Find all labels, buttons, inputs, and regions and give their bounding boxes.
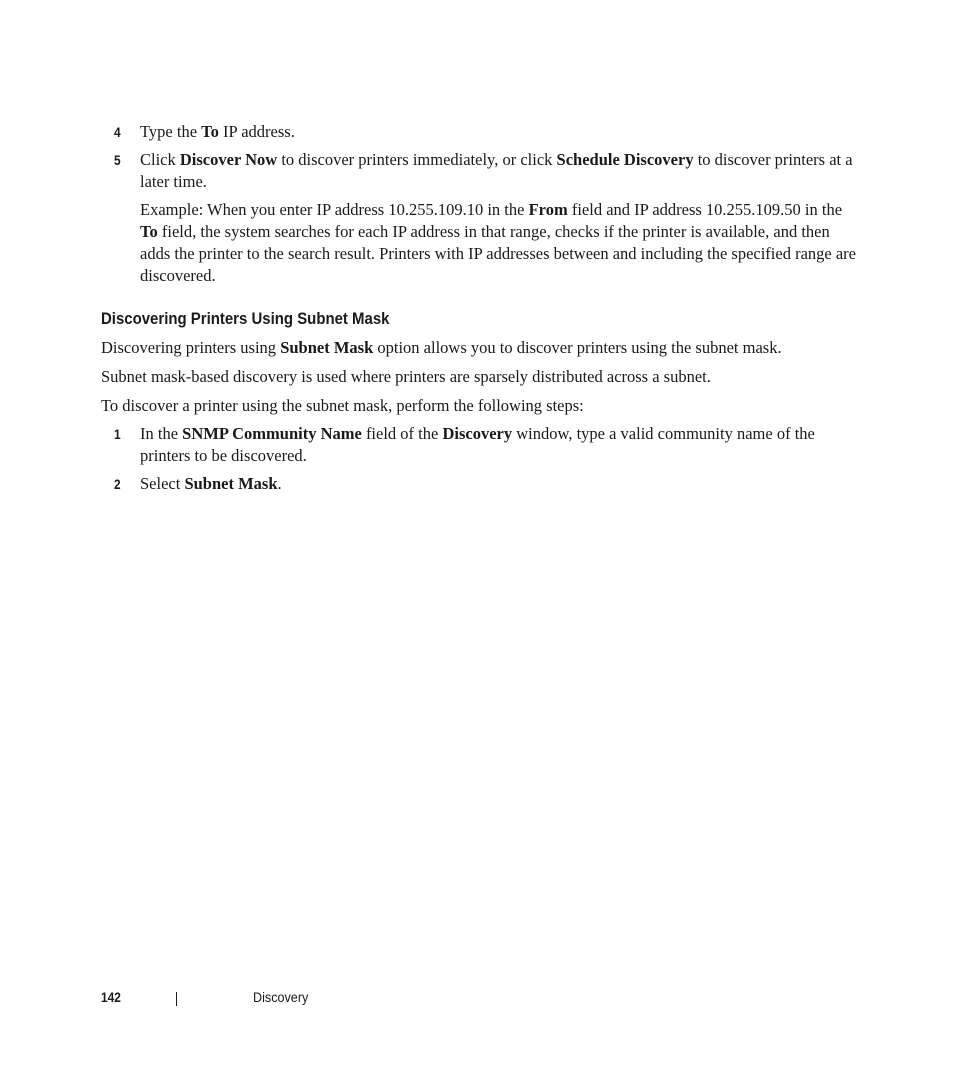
step-5 — [101, 149, 861, 193]
step-number: 4 — [114, 124, 121, 140]
step-4 — [101, 121, 861, 143]
step-text: In the SNMP Community Name field of the Discovery window, type a valid community name of the printers to be discovered. — [140, 424, 815, 465]
step-1 — [101, 423, 861, 467]
step-number: 1 — [114, 426, 121, 442]
step-text: Type the To IP address. — [140, 122, 295, 141]
step-2 — [101, 473, 861, 495]
section-paragraph-2: Subnet mask-based discovery is used where printers are sparsely distributed across a subnet. — [101, 367, 711, 386]
step-number: 2 — [114, 476, 121, 492]
page-number: 142 — [101, 989, 121, 1005]
section-paragraph-1: Discovering printers using Subnet Mask option allows you to discover printers using the subnet mask. — [101, 338, 782, 357]
example-paragraph: Example: When you enter IP address 10.255.109.10 in the From field and IP address 10.255.109.50 in the To field, the system searches for each IP address in that range, checks if the printer is available, and then adds the printer to the search result. Printers with IP addresses between and including the specified range are discovered. — [140, 200, 856, 285]
footer-divider — [176, 992, 177, 1006]
step-text: Click Discover Now to discover printers immediately, or click Schedule Discovery to discover printers at a later time. — [140, 150, 853, 191]
footer-section-label: Discovery — [253, 989, 309, 1005]
step-text: Select Subnet Mask. — [140, 474, 282, 493]
section-paragraph-3: To discover a printer using the subnet mask, perform the following steps: — [101, 396, 584, 415]
section-heading: Discovering Printers Using Subnet Mask — [101, 309, 390, 328]
step-number: 5 — [114, 152, 121, 168]
